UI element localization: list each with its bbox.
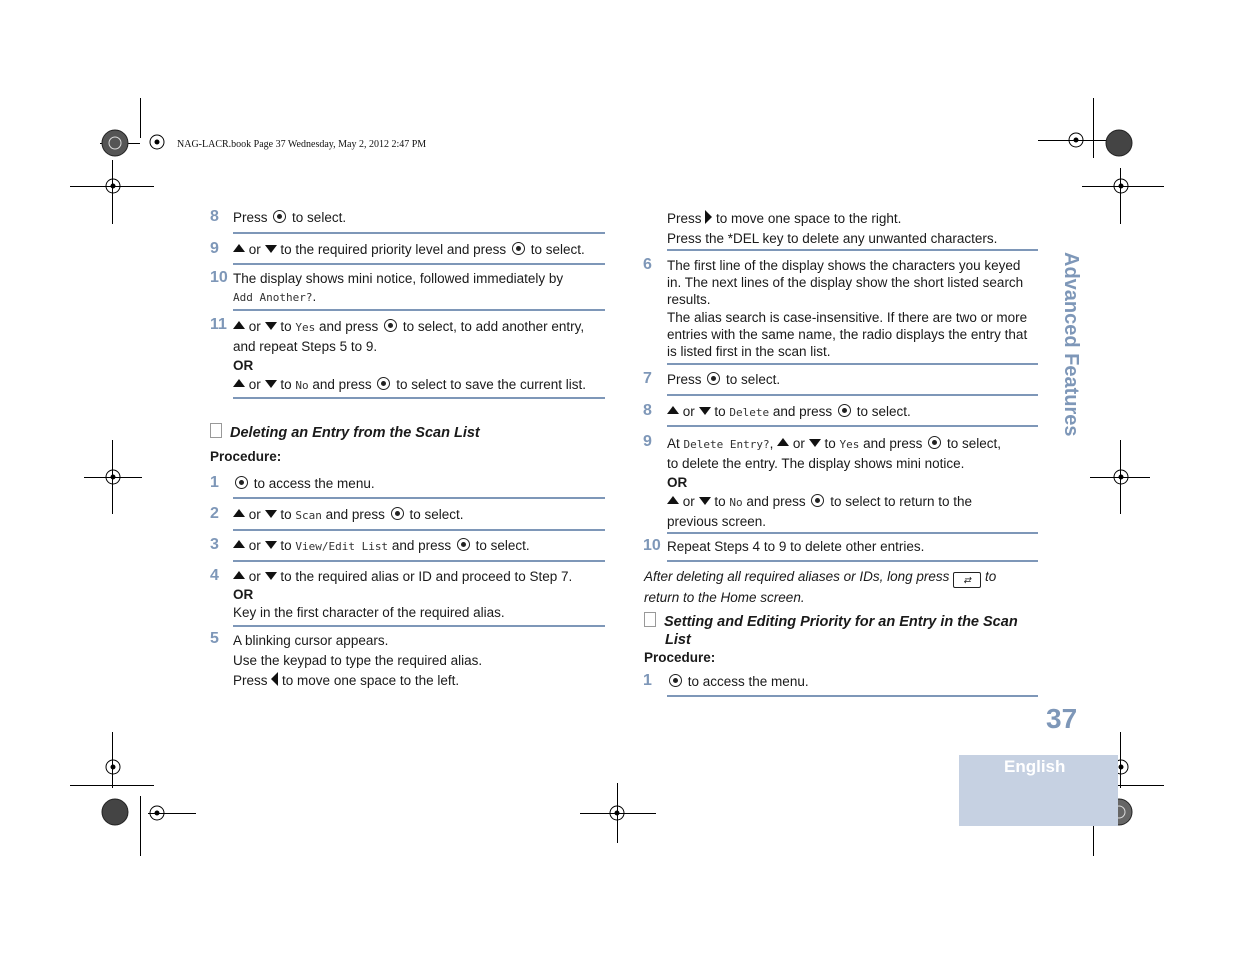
section-title: Setting and Editing Priority for an Entry in the Scan List xyxy=(644,612,1018,649)
down-arrow-icon xyxy=(809,439,821,447)
divider xyxy=(233,232,605,234)
divider xyxy=(667,425,1038,427)
procedure-label: Procedure: xyxy=(644,650,716,665)
ok-button-icon xyxy=(811,494,824,507)
step-text: Press to select. xyxy=(667,372,781,387)
step-text: Repeat Steps 4 to 9 to delete other entries. xyxy=(667,539,925,554)
divider xyxy=(233,560,605,562)
step-text: or to the required priority level and press to select. xyxy=(233,241,585,259)
down-arrow-icon xyxy=(265,541,277,549)
ok-button-icon xyxy=(838,404,851,417)
step-continuation: Press to move one space to the right. Press the *DEL key to delete any unwanted characters. xyxy=(667,211,998,246)
step-number: 2 xyxy=(210,505,219,522)
step-number: 5 xyxy=(210,630,219,647)
divider xyxy=(667,363,1038,365)
step-text: Press to select. xyxy=(233,210,347,225)
step-number: 1 xyxy=(210,474,219,491)
divider xyxy=(667,532,1038,534)
ok-button-icon xyxy=(512,242,525,255)
step-number: 1 xyxy=(643,672,652,689)
note-text: After deleting all required aliases or IDs, long press ⇄ to return to the Home screen. xyxy=(644,569,997,605)
step-text: or to Yes and press to select, to add another entry, and repeat Steps 5 to 9. OR or to No and press to select to save the current list. xyxy=(233,319,587,392)
ok-button-icon xyxy=(707,372,720,385)
step-text: The first line of the display shows the characters you keyed in. The next lines of the display show the short listed search results. The alias search is case-insensitive. If there are two or more entries with the same name, the radio displays the entry that is listed first in the scan list. xyxy=(667,258,1028,360)
ok-button-icon xyxy=(235,476,248,489)
page-number: 37 xyxy=(1046,703,1078,734)
down-arrow-icon xyxy=(265,322,277,330)
divider xyxy=(667,394,1038,396)
divider xyxy=(233,529,605,531)
procedure-label: Procedure: xyxy=(210,449,282,464)
up-arrow-icon xyxy=(233,379,245,387)
home-key-icon: ⇄ xyxy=(953,572,981,588)
ok-button-icon xyxy=(384,319,397,332)
right-arrow-icon xyxy=(705,210,712,224)
down-arrow-icon xyxy=(265,245,277,253)
up-arrow-icon xyxy=(233,321,245,329)
step-number: 11 xyxy=(210,316,227,333)
document-icon xyxy=(210,423,222,438)
step-text: or to Delete and press to select. xyxy=(667,403,911,422)
step-number: 6 xyxy=(643,256,652,273)
up-arrow-icon xyxy=(233,509,245,517)
ok-button-icon xyxy=(457,538,470,551)
up-arrow-icon xyxy=(667,406,679,414)
up-arrow-icon xyxy=(233,244,245,252)
down-arrow-icon xyxy=(265,572,277,580)
language-label: English xyxy=(1004,757,1066,776)
divider xyxy=(233,497,605,499)
left-arrow-icon xyxy=(271,672,278,686)
book-header: NAG-LACR.book Page 37 Wednesday, May 2, 2012 2:47 PM xyxy=(177,139,427,150)
step-text: A blinking cursor appears. Use the keypad to type the required alias. Press to move one space to the left. xyxy=(233,633,483,688)
ok-button-icon xyxy=(391,507,404,520)
step-number: 9 xyxy=(643,433,652,450)
step-text: or to View/Edit List and press to select. xyxy=(233,537,530,556)
ok-button-icon xyxy=(928,436,941,449)
step-number: 9 xyxy=(210,240,219,257)
up-arrow-icon xyxy=(233,540,245,548)
down-arrow-icon xyxy=(699,407,711,415)
down-arrow-icon xyxy=(699,497,711,505)
section-title: Deleting an Entry from the Scan List xyxy=(210,423,480,441)
up-arrow-icon xyxy=(233,571,245,579)
divider xyxy=(233,263,605,265)
divider xyxy=(233,397,605,399)
divider xyxy=(667,695,1038,697)
step-text: or to Scan and press to select. xyxy=(233,506,463,525)
down-arrow-icon xyxy=(265,380,277,388)
down-arrow-icon xyxy=(265,510,277,518)
up-arrow-icon xyxy=(777,438,789,446)
step-text: At Delete Entry?, or to Yes and press to select, to delete the entry. The display shows mini notice. OR or to No and press to select to return to the previous screen. xyxy=(667,436,1001,529)
step-number: 8 xyxy=(210,208,219,225)
step-text: The display shows mini notice, followed immediately by Add Another?. xyxy=(233,271,564,304)
step-number: 7 xyxy=(643,370,652,387)
step-number: 3 xyxy=(210,536,219,553)
divider xyxy=(233,309,605,311)
up-arrow-icon xyxy=(667,496,679,504)
step-number: 4 xyxy=(210,567,219,584)
step-number: 10 xyxy=(643,537,661,554)
step-number: 10 xyxy=(210,269,228,286)
ok-button-icon xyxy=(669,674,682,687)
ok-button-icon xyxy=(377,377,390,390)
step-text: to access the menu. xyxy=(233,475,375,493)
divider xyxy=(667,249,1038,251)
step-text: to access the menu. xyxy=(667,673,809,691)
document-icon xyxy=(644,612,656,627)
step-number: 8 xyxy=(643,402,652,419)
step-text: or to the required alias or ID and proceed to Step 7. OR Key in the first character of the required alias. xyxy=(233,569,573,620)
divider xyxy=(667,560,1038,562)
chapter-side-title: Advanced Features xyxy=(1060,252,1082,437)
divider xyxy=(233,625,605,627)
ok-button-icon xyxy=(273,210,286,223)
